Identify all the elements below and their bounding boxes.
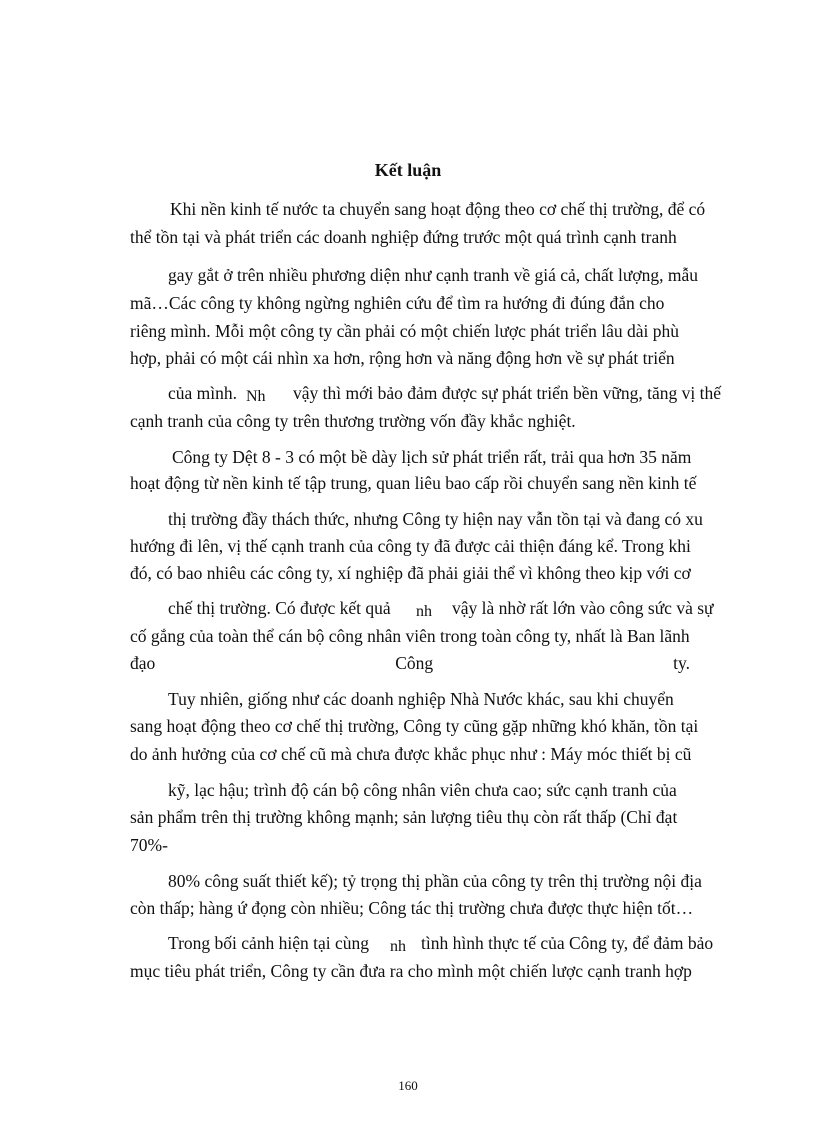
text-line: Khi nền kinh tế nước ta chuyển sang hoạt động theo cơ chế thị trường, để có — [170, 199, 706, 219]
text-line: cạnh tranh của công ty trên thương trường vốn đầy khắc nghiệt. — [130, 411, 576, 431]
text-line: Trong bối cảnh hiện tại cùng — [168, 933, 370, 953]
text-line: sản phẩm trên thị trường không mạnh; sản lượng tiêu thụ còn rất thấp (Chỉ đạt — [130, 807, 678, 827]
text-fragment: nh — [390, 938, 406, 955]
text-line: hợp, phải có một cái nhìn xa hơn, rộng hơn và năng động hơn về sự phát triển — [130, 348, 675, 368]
text-word: Công — [395, 653, 434, 673]
text-line: đó, có bao nhiêu các công ty, xí nghiệp đã phải giải thể vì không theo kịp với cơ — [130, 563, 691, 583]
page-number: 160 — [398, 1078, 418, 1093]
text-line: 80% công suất thiết kế); tỷ trọng thị phần của công ty trên thị trường nội địa — [168, 871, 702, 891]
text-word: đạo — [130, 653, 156, 673]
justified-line — [130, 652, 690, 674]
text-line: 70%- — [130, 835, 168, 855]
page-title: Kết luận — [374, 160, 442, 180]
text-line: vậy thì mới bảo đảm được sự phát triển bền vững, tăng vị thế — [293, 383, 721, 403]
text-line: chế thị trường. Có được kết quả — [168, 598, 391, 618]
text-line: cố gắng của toàn thể cán bộ công nhân viên trong toàn công ty, nhất là Ban lãnh — [130, 626, 690, 646]
text-line: mã…Các công ty không ngừng nghiên cứu để tìm ra hướng đi đúng đắn cho — [130, 293, 665, 313]
text-line: sang hoạt động theo cơ chế thị trường, Công ty cũng gặp những khó khăn, tồn tại — [130, 716, 699, 736]
text-line: hướng đi lên, vị thế cạnh tranh của công ty đã được cải thiện đáng kể. Trong khi — [130, 536, 691, 556]
text-line: vậy là nhờ rất lớn vào công sức và sự — [452, 598, 714, 618]
text-line: riêng mình. Mỗi một công ty cần phải có một chiến lược phát triển lâu dài phù — [130, 321, 679, 341]
text-line: Tuy nhiên, giống như các doanh nghiệp Nhà Nước khác, sau khi chuyển — [168, 689, 674, 709]
text-fragment: nh — [416, 603, 432, 620]
text-line: gay gắt ở trên nhiều phương diện như cạnh tranh về giá cả, chất lượng, mẫu — [168, 265, 699, 285]
text-line: còn thấp; hàng ứ đọng còn nhiều; Công tác thị trường chưa được thực hiện tốt… — [130, 898, 694, 918]
text-line: kỹ, lạc hậu; trình độ cán bộ công nhân viên chưa cao; sức cạnh tranh của — [168, 780, 677, 800]
text-line: thị trường đầy thách thức, nhưng Công ty hiện nay vẫn tồn tại và đang có xu — [168, 509, 703, 529]
text-line: Công ty Dệt 8 - 3 có một bề dày lịch sử phát triển rất, trải qua hơn 35 năm — [172, 447, 692, 467]
text-line: thể tồn tại và phát triển các doanh nghiệp đứng trước một quá trình cạnh tranh — [130, 227, 677, 247]
text-line: do ảnh hưởng của cơ chế cũ mà chưa được khắc phục như : Máy móc thiết bị cũ — [130, 744, 692, 764]
text-line: mục tiêu phát triển, Công ty cần đưa ra cho mình một chiến lược cạnh tranh hợp — [130, 961, 692, 981]
text-fragment: Nh — [246, 388, 266, 405]
text-line: hoạt động từ nền kinh tế tập trung, quan liêu bao cấp rồi chuyển sang nền kinh tế — [130, 473, 697, 493]
text-word: ty. — [673, 653, 690, 673]
text-line: của mình. — [168, 383, 238, 403]
text-line: tình hình thực tế của Công ty, để đảm bảo — [421, 933, 714, 953]
